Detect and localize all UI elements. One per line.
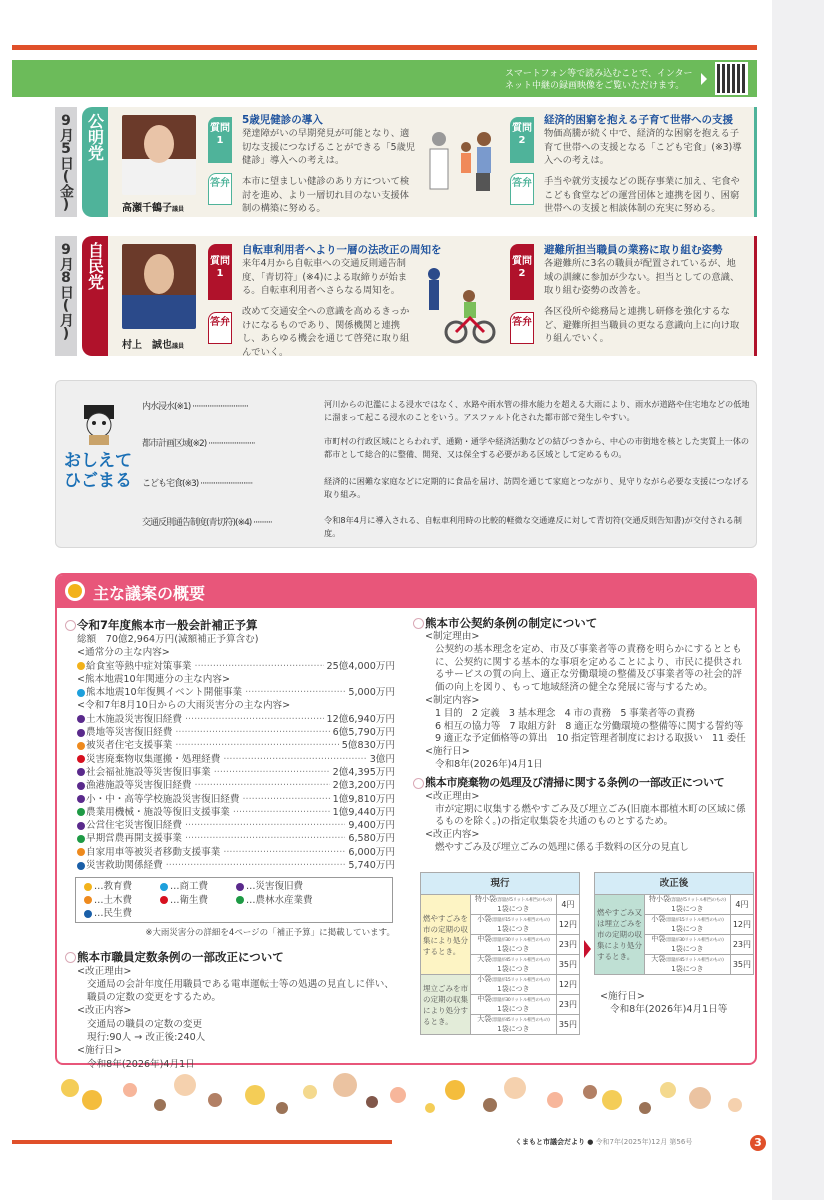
contract-content: 9 適正な予定価格等の算出 10 指定管理者制度における取扱い 11 委任 [435, 733, 746, 745]
label: <施行日> [77, 1045, 122, 1057]
budget-group-label: <令和7年8月10日からの大雨災害分の主な内容> [77, 700, 291, 712]
decorative-dot [123, 1083, 137, 1097]
budget-item-name: 被災者住宅支援事業 [86, 740, 173, 752]
budget-item-amount: 5,000万円 [348, 687, 395, 699]
bag-price: 4円 [730, 895, 753, 915]
right-column [413, 615, 751, 855]
budget-item-amount: 2億4,395万円 [332, 766, 395, 778]
budget-item [65, 859, 395, 872]
budget-item-amount: 6億5,790万円 [332, 727, 395, 739]
contract-title: 熊本市公契約条例の制定について [413, 615, 751, 631]
decorative-dot [333, 1073, 357, 1097]
bag-capacity: (容量が5リットル相当のもの) [670, 898, 726, 903]
bag-unit: 1袋につき [497, 985, 530, 993]
bills-header [57, 575, 755, 608]
bag-size [471, 895, 557, 915]
bag-price: 35円 [556, 955, 579, 975]
category-dot-icon [77, 755, 85, 763]
bag-price: 4円 [556, 895, 579, 915]
budget-item-amount: 6,000万円 [348, 846, 395, 858]
waste-content: 燃やすごみ及び埋立ごみの処理に係る手数料の区分の見直し [435, 841, 689, 853]
contract-date: 令和8年(2026年)4月1日 [435, 758, 543, 770]
decorative-dot [208, 1093, 222, 1107]
budget-item-amount: 12億6,940万円 [326, 713, 395, 725]
waste-category: 燃やすごみを市の定期の収集により処分するとき。 [421, 895, 471, 975]
footer: くまもと市議会だより ● 令和7年(2025年)12月 第56号 [515, 1138, 693, 1146]
budget-item [65, 832, 395, 845]
budget-note: ※大雨災害分の詳細を4ページの「補正予算」に掲載しています。 [145, 928, 395, 939]
table-header: 現行 [421, 873, 580, 895]
decorative-dot [445, 1080, 465, 1100]
bag-size [645, 915, 731, 935]
question-2-badge: 質問2 [510, 244, 534, 300]
decorative-dot [689, 1087, 711, 1109]
budget-item-amount: 5,740万円 [348, 860, 395, 872]
category-dot-icon [77, 795, 85, 803]
budget-item [65, 713, 395, 726]
bag-price: 12円 [556, 975, 579, 995]
arrow-right-icon [701, 73, 707, 85]
legend-label: …衛生費 [170, 894, 209, 906]
decorative-dot [245, 1085, 265, 1105]
bag-unit: 1袋につき [497, 925, 530, 933]
budget-item-name: 公営住宅災害復旧経費 [86, 820, 182, 832]
budget-item-name: 小・中・高等学校施設災害復旧経費 [86, 793, 240, 805]
budget-item [65, 779, 395, 792]
glossary-definition: 令和8年4月に導入される、自転車利用時の比較的軽微な交通違反に対して青切符(交通反則告知書)が交付される制度。 [324, 515, 742, 538]
legend-label: …教育費 [94, 881, 133, 893]
waste-reason: 市が定期に収集する燃やすごみ及び埋立ごみ(旧鹿本郡植木町の区域に係るものを除く。)の指定収集袋を共通のものとするため。 [435, 803, 746, 828]
answer-badge: 答弁 [208, 173, 232, 205]
bag-price: 23円 [556, 995, 579, 1015]
dot-leader [245, 686, 345, 699]
higomaru-mascot-icon [76, 403, 122, 449]
category-dot-icon [160, 883, 168, 891]
glossary-definition: 市町村の行政区域にとらわれず、通勤・通学や経済活動などの結びつきから、中心の市街地を核とした実質上一体の都市として総合的に整備、開発、又は保全する必要がある区域として定めるもの。 [324, 436, 750, 459]
budget-item-amount: 9,400万円 [348, 820, 395, 832]
member-name: 村上 誠也議員 [122, 340, 185, 351]
legend-item [160, 880, 222, 893]
budget-item [65, 753, 395, 766]
bottom-divider [12, 1140, 392, 1144]
bag-unit: 1袋につき [497, 965, 530, 973]
decorative-dot [602, 1090, 622, 1110]
budget-item-name: 農業用機械・施設等復旧支援事業 [86, 806, 230, 818]
bag-size [471, 935, 557, 955]
fee-table-current [420, 872, 580, 1035]
budget-item [65, 793, 395, 806]
bag-price: 12円 [730, 915, 753, 935]
glossary-definition: 河川からの氾濫による浸水ではなく、水路や雨水管の排水能力を超える大雨により、雨水が道路や住宅地などの低地に溜まって起こる浸水のことをいう。アスファルト化された都市部で発生しやすい。 [324, 399, 750, 422]
question-1-title: 自転車利用者へより一層の法改正の周知を [242, 244, 442, 256]
question-2-badge: 質問2 [510, 117, 534, 163]
budget-item-name: 農地等災害復旧経費 [86, 727, 173, 739]
bag-unit: 1袋につき [671, 965, 704, 973]
label: <改正内容> [77, 1005, 132, 1017]
budget-item [65, 660, 395, 673]
health-check-illustration-icon [424, 119, 504, 199]
budget-title: 令和7年度熊本市一般会計補正予算 [65, 617, 395, 633]
decorative-dot [276, 1102, 288, 1114]
label: <改正理由> [77, 965, 132, 977]
budget-item-amount: 3億円 [369, 753, 395, 765]
bag-capacity: (容量が30リットル相当のもの) [491, 938, 550, 943]
budget-group-label: <通常分の主な内容> [77, 647, 170, 659]
label: <制定内容> [425, 694, 480, 706]
member-photo [122, 115, 196, 195]
budget-item-name: 土木施設災害復旧経費 [86, 713, 182, 725]
contract-content: 1 目的 2 定義 3 基本理念 4 市の責務 5 事業者等の責務 [435, 707, 695, 719]
label: <制定理由> [425, 631, 480, 642]
dot-leader [175, 726, 329, 739]
bag-price: 23円 [730, 935, 753, 955]
bag-name: 小袋 [651, 915, 666, 923]
bag-price: 12円 [556, 915, 579, 935]
staff-content: 交通局の職員の定数の変更 [87, 1018, 203, 1030]
dot-leader [175, 739, 338, 752]
answer-2-text: 手当や就労支援などの既存事業に加え、宅食やこども食堂などの運営団体と連携を図り、困窮世帯への支援と相談体制の充実に努める。 [544, 176, 740, 214]
budget-item-amount: 1億9,810万円 [332, 793, 395, 805]
video-banner [12, 60, 757, 97]
decorative-dot [174, 1074, 196, 1096]
budget-item-name: 漁港施設等災害復旧経費 [86, 780, 192, 792]
bag-name: 特小袋 [475, 895, 497, 903]
budget-item-name: 社会福祉施設等災害復旧事業 [86, 766, 211, 778]
staff-content: 現行:90人 → 改正後:240人 [87, 1032, 206, 1044]
waste-category: 埋立ごみを市の定期の収集により処分するとき。 [421, 975, 471, 1035]
category-dot-icon [77, 715, 85, 723]
decorative-dot [390, 1087, 406, 1103]
bag-name: 大袋 [477, 955, 492, 963]
legend-label: …土木費 [94, 894, 133, 906]
bag-name: 大袋 [651, 955, 666, 963]
qr-code-icon[interactable] [715, 62, 748, 95]
bag-capacity: (容量が45リットル相当のもの) [665, 958, 724, 963]
member-name: 高瀬千鶴子議員 [122, 203, 185, 214]
bag-size [471, 975, 557, 995]
legend-item [160, 894, 222, 907]
dot-leader [223, 753, 366, 766]
bag-price: 35円 [556, 1015, 579, 1035]
legend-label: …民生費 [94, 907, 133, 919]
bag-capacity: (容量が15リットル相当のもの) [491, 918, 550, 923]
budget-item-amount: 6,580万円 [348, 833, 395, 845]
bag-size [645, 895, 731, 915]
category-dot-icon [77, 822, 85, 830]
budget-item-name: 給食室等熱中症対策事業 [86, 660, 192, 672]
bag-unit: 1袋につき [671, 905, 704, 913]
issue-info: 令和7年(2025年)12月 第56号 [595, 1138, 693, 1146]
waste-category: 燃やすごみ又は埋立ごみを市の定期の収集により処分するとき。 [595, 895, 645, 975]
category-dot-icon [77, 808, 85, 816]
bag-capacity: (容量が30リットル相当のもの) [665, 938, 724, 943]
category-dot-icon [84, 883, 92, 891]
dot-leader [195, 660, 324, 673]
bag-size [471, 955, 557, 975]
category-dot-icon [77, 689, 85, 697]
session-jimin [55, 236, 757, 356]
label: <改正理由> [425, 790, 480, 802]
bag-price: 23円 [556, 935, 579, 955]
fee-row [595, 895, 754, 915]
glossary-term: 都市計画区域(※2) ························· [142, 439, 255, 449]
session-date: 9月8日(月) [55, 236, 77, 356]
bag-capacity: (容量が15リットル相当のもの) [665, 918, 724, 923]
waste-date: 令和8年(2026年)4月1日等 [610, 1004, 728, 1016]
bag-unit: 1袋につき [497, 1025, 530, 1033]
dot-leader [243, 793, 330, 806]
budget-item-name: 早期営農再開支援事業 [86, 833, 182, 845]
decorative-dot [639, 1102, 651, 1114]
glossary-term: 交通反則通告制度(青切符)(※4) ·········· [142, 518, 272, 528]
category-dot-icon [77, 862, 85, 870]
category-dot-icon [77, 768, 85, 776]
decorative-dot [366, 1096, 378, 1108]
budget-item-amount: 5億830万円 [341, 740, 395, 752]
glossary-box [55, 380, 757, 548]
budget-item-name: 災害廃棄物収集運搬・処理経費 [86, 753, 221, 765]
qr-note: スマートフォン等で読み込むことで、インターネット中継の録画映像をご覧いただけます。 [505, 69, 693, 91]
ginkgo-icon [65, 581, 85, 601]
dot-leader [185, 832, 345, 845]
bag-capacity: (容量が30リットル相当のもの) [491, 998, 550, 1003]
question-1-text: 発達障がいの早期発見が可能となり、適切な支援につなげることができる「5歳児健診」導入への考えは。 [242, 128, 416, 166]
bag-size [471, 915, 557, 935]
question-2-title: 避難所担当職員の業務に取り組む姿勢 [544, 244, 723, 256]
bag-name: 小袋 [477, 975, 492, 983]
question-1-text: 来年4月から自転車への交通反則通告制度、「青切符」(※4)による取締りが始まる。自転車利用者へさらなる周知を。 [242, 258, 408, 296]
table-header: 改正後 [595, 873, 754, 895]
budget-item [65, 806, 395, 819]
left-column [65, 617, 395, 1071]
budget-item [65, 739, 395, 752]
decorative-dot [82, 1090, 102, 1110]
dot-leader [185, 713, 324, 726]
staff-title: 熊本市職員定数条例の一部改正について [65, 949, 395, 965]
bag-capacity: (容量が5リットル相当のもの) [496, 898, 552, 903]
glossary-term: こども宅食(※3) ···························· [142, 479, 253, 489]
decorative-dot [61, 1079, 79, 1097]
bag-size [645, 955, 731, 975]
session-komei [55, 107, 757, 217]
budget-item-name: 災害救助関係経費 [86, 860, 163, 872]
answer-badge: 答弁 [208, 312, 232, 344]
decorative-dot [504, 1077, 526, 1099]
decorative-dot [425, 1103, 435, 1113]
glossary-title: おしえてひごまる [64, 451, 132, 491]
budget-legend [75, 877, 393, 923]
budget-item-amount: 1億9,440万円 [332, 806, 395, 818]
legend-label: …商工費 [170, 881, 209, 893]
contract-content: 6 相互の協力等 7 取組方針 8 適正な労働環境の整備等に関する誓約等 [435, 720, 744, 732]
category-dot-icon [77, 848, 85, 856]
fee-row [421, 975, 580, 995]
answer-badge: 答弁 [510, 173, 534, 205]
answer-1-text: 改めて交通安全への意識を高めるきっかけになるものであり、関係機関と連携し、あらゆる機会を通じて啓発に取り組んでいく。 [242, 306, 410, 358]
budget-total: 総額 70億2,964万円(減額補正予算含む) [77, 634, 259, 645]
legend-label: …災害復旧費 [246, 881, 304, 893]
waste-date-block [600, 990, 727, 1017]
category-dot-icon [84, 896, 92, 904]
legend-item [236, 880, 317, 893]
category-dot-icon [236, 883, 244, 891]
legend-item [84, 907, 146, 920]
budget-item [65, 846, 395, 859]
page-number: 3 [750, 1135, 766, 1151]
category-dot-icon [160, 896, 168, 904]
bag-name: 小袋 [477, 915, 492, 923]
bag-price: 35円 [730, 955, 753, 975]
bag-capacity: (容量が45リットル相当のもの) [491, 1018, 550, 1023]
category-dot-icon [77, 729, 85, 737]
question-2-text: 物価高騰が続く中で、経済的な困窮を抱える子育て世帯への支援となる「こども宅食」(※3)導入への考えは。 [544, 128, 742, 166]
dot-leader [214, 766, 330, 779]
question-2-text: 各避難所に3名の職員が配置されているが、地域の訓練に参加が少ない。担当としての意識、取り組む姿勢の改善を。 [544, 258, 740, 296]
party-label: 公明党 [82, 107, 108, 217]
arrow-right-icon [584, 940, 591, 958]
label: <施行日> [600, 991, 645, 1002]
budget-item [65, 726, 395, 739]
decorative-dot [728, 1098, 742, 1112]
bag-name: 中袋 [477, 995, 492, 1003]
category-dot-icon [77, 782, 85, 790]
answer-2-text: 各区役所や総務局と連携し研修を強化するなど、避難所担当職員の更なる意識向上に向け取り組んでいく。 [544, 306, 740, 344]
publication-name: くまもと市議会だより [515, 1138, 585, 1146]
bag-unit: 1袋につき [671, 925, 704, 933]
question-2-title: 経済的困窮を抱える子育て世帯への支援 [544, 114, 733, 126]
staff-date: 令和8年(2026年)4月1日 [87, 1058, 195, 1070]
bag-unit: 1袋につき [497, 945, 530, 953]
bag-size [471, 995, 557, 1015]
bag-name: 中袋 [651, 935, 666, 943]
top-divider [12, 45, 757, 50]
party-label: 自民党 [82, 236, 108, 356]
dot-leader [166, 859, 346, 872]
decorative-dot [547, 1092, 563, 1108]
bag-name: 中袋 [477, 935, 492, 943]
decorative-dot [303, 1085, 317, 1099]
bag-size [471, 1015, 557, 1035]
dot-leader [223, 846, 345, 859]
bag-unit: 1袋につき [497, 905, 530, 913]
question-1-badge: 質問1 [208, 117, 232, 163]
fee-table-revised [594, 872, 754, 975]
label: <施行日> [425, 746, 470, 758]
decorative-dot [583, 1085, 597, 1099]
legend-item [84, 880, 146, 893]
contract-reason: 公契約の基本理念を定め、市及び事業者等の責務を明らかにするとともに、公契約に関する基本的な事項を定めることにより、市民に提供されるサービスの質の向上、適正な労働環境の整備及び事業者等の社会的評価の向上を図り、もって地域経済の健全な発展に寄与するため。 [435, 643, 742, 694]
budget-item [65, 819, 395, 832]
session-date: 9月5日(金) [55, 107, 77, 217]
budget-item [65, 686, 395, 699]
legend-item [236, 894, 327, 907]
answer-1-text: 本市に望ましい健診のあり方について検討を進め、より一層切れ目のない支援体制の構築に努める。 [242, 176, 410, 214]
bag-size [645, 935, 731, 955]
category-dot-icon [236, 896, 244, 904]
dot-leader [195, 779, 330, 792]
bag-unit: 1袋につき [671, 945, 704, 953]
waste-title: 熊本市廃棄物の処理及び清掃に関する条例の一部改正について [413, 775, 751, 791]
category-dot-icon [77, 835, 85, 843]
budget-item-name: 熊本地震10年復興イベント開催事業 [86, 687, 243, 699]
budget-item [65, 766, 395, 779]
budget-groups [65, 646, 395, 872]
dot-leader [233, 806, 330, 819]
staff-reason: 交通局の会計年度任用職員である電車運転士等の処遇の見直しに伴い、職員の定数の変更をするため。 [87, 978, 394, 1004]
decorative-dot [154, 1099, 166, 1111]
bills-title: 主な議案の概要 [93, 584, 206, 603]
budget-item-amount: 25億4,000万円 [326, 660, 395, 672]
decorative-dot [660, 1082, 676, 1098]
decorative-dot [483, 1098, 497, 1112]
budget-item-amount: 2億3,200万円 [332, 780, 395, 792]
bag-name: 大袋 [477, 1015, 492, 1023]
category-dot-icon [77, 662, 85, 670]
bag-capacity: (容量が45リットル相当のもの) [491, 958, 550, 963]
bag-name: 特小袋 [649, 895, 671, 903]
bag-unit: 1袋につき [497, 1005, 530, 1013]
legend-label: …農林水産業費 [246, 894, 313, 906]
question-1-badge: 質問1 [208, 244, 232, 300]
fee-row [421, 895, 580, 915]
glossary-definition: 経済的に困難な家庭などに定期的に食品を届け、訪問を通じて家庭とつながり、見守りながら必要な支援につなげる取り組み。 [324, 476, 750, 499]
bicycle-police-illustration-icon [424, 266, 504, 346]
budget-group-label: <熊本地震10年関連分の主な内容> [77, 673, 231, 685]
glossary-term: 内水浸水(※1) ······························ [142, 402, 248, 412]
budget-item-name: 自家用車等被災者移動支援事業 [86, 846, 221, 858]
category-dot-icon [77, 742, 85, 750]
bag-capacity: (容量が15リットル相当のもの) [491, 978, 550, 983]
label: <改正内容> [425, 829, 480, 841]
answer-badge: 答弁 [510, 312, 534, 344]
question-1-title: 5歳児健診の導入 [242, 114, 323, 126]
category-dot-icon [84, 910, 92, 918]
dot-leader [185, 819, 345, 832]
legend-item [84, 894, 146, 907]
member-photo [122, 244, 196, 329]
